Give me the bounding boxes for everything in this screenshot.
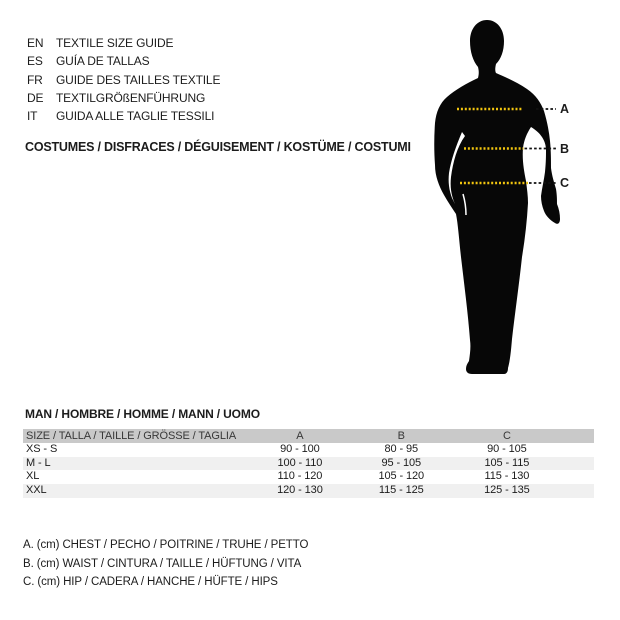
cell-a: 100 - 110	[277, 456, 323, 469]
language-code: FR	[27, 72, 43, 87]
language-label: GUIDA ALLE TAGLIE TESSILI	[56, 109, 215, 124]
cell-size: M - L	[26, 456, 51, 469]
column-header-a: A	[296, 430, 304, 442]
table-row	[23, 484, 594, 498]
cell-c: 105 - 115	[484, 456, 530, 469]
marker-label-hip: C	[560, 176, 570, 190]
column-header-c: C	[502, 430, 511, 442]
cell-size: XL	[26, 470, 40, 483]
language-label: TEXTILGRÖßENFÜHRUNG	[56, 90, 206, 105]
man-silhouette	[400, 10, 620, 400]
marker-label-waist: B	[560, 141, 570, 156]
cell-a: 120 - 130	[277, 484, 323, 497]
legend-item-hip: C. (cm) HIP / CADERA / HANCHE / HÜFTE / HIPS	[23, 576, 278, 589]
legend-item-chest: A. (cm) CHEST / PECHO / POITRINE / TRUHE / PETTO	[23, 539, 309, 551]
language-label: GUIDE DES TAILLES TEXTILE	[56, 72, 221, 87]
language-code: ES	[27, 54, 43, 69]
legend-item-waist: B. (cm) WAIST / CINTURA / TAILLE / HÜFTUNG / VITA	[23, 557, 302, 570]
marker-label-chest: A	[560, 102, 570, 116]
table-row	[23, 457, 594, 471]
table-row	[23, 470, 594, 484]
cell-size: XXL	[26, 484, 47, 497]
cell-size: XS - S	[26, 443, 58, 455]
table-header-row	[23, 429, 594, 443]
language-row	[27, 89, 220, 107]
cell-a: 110 - 120	[277, 470, 323, 483]
measurement-legend	[23, 536, 308, 592]
size-table	[23, 429, 594, 498]
language-row	[27, 107, 220, 125]
column-header-b: B	[397, 430, 405, 442]
language-row	[27, 71, 220, 89]
table-row	[23, 443, 594, 457]
language-code: DE	[27, 90, 44, 105]
column-header-size: SIZE / TALLA / TAILLE / GRÖSSE / TAGLIA	[26, 430, 237, 442]
man-measurement-figure	[400, 10, 620, 400]
cell-b: 80 - 95	[384, 443, 419, 455]
language-row	[27, 34, 220, 52]
cell-c: 125 - 135	[484, 484, 530, 497]
language-list	[27, 34, 220, 125]
cell-c: 90 - 105	[487, 443, 527, 455]
cell-b: 95 - 105	[381, 456, 422, 469]
cell-a: 90 - 100	[280, 443, 320, 455]
cell-b: 115 - 125	[378, 484, 424, 497]
cell-b: 105 - 120	[378, 470, 425, 483]
language-code: EN	[27, 36, 44, 50]
language-code: IT	[27, 109, 38, 124]
language-label: GUÍA DE TALLAS	[56, 54, 150, 69]
cell-c: 115 - 130	[484, 470, 530, 483]
table-title: MAN / HOMBRE / HOMME / MANN / UOMO	[25, 407, 260, 421]
language-label: TEXTILE SIZE GUIDE	[56, 36, 174, 50]
category-title: COSTUMES / DISFRACES / DÉGUISEMENT / KOSTÜME / COSTUMI	[25, 140, 411, 154]
language-row	[27, 52, 220, 70]
